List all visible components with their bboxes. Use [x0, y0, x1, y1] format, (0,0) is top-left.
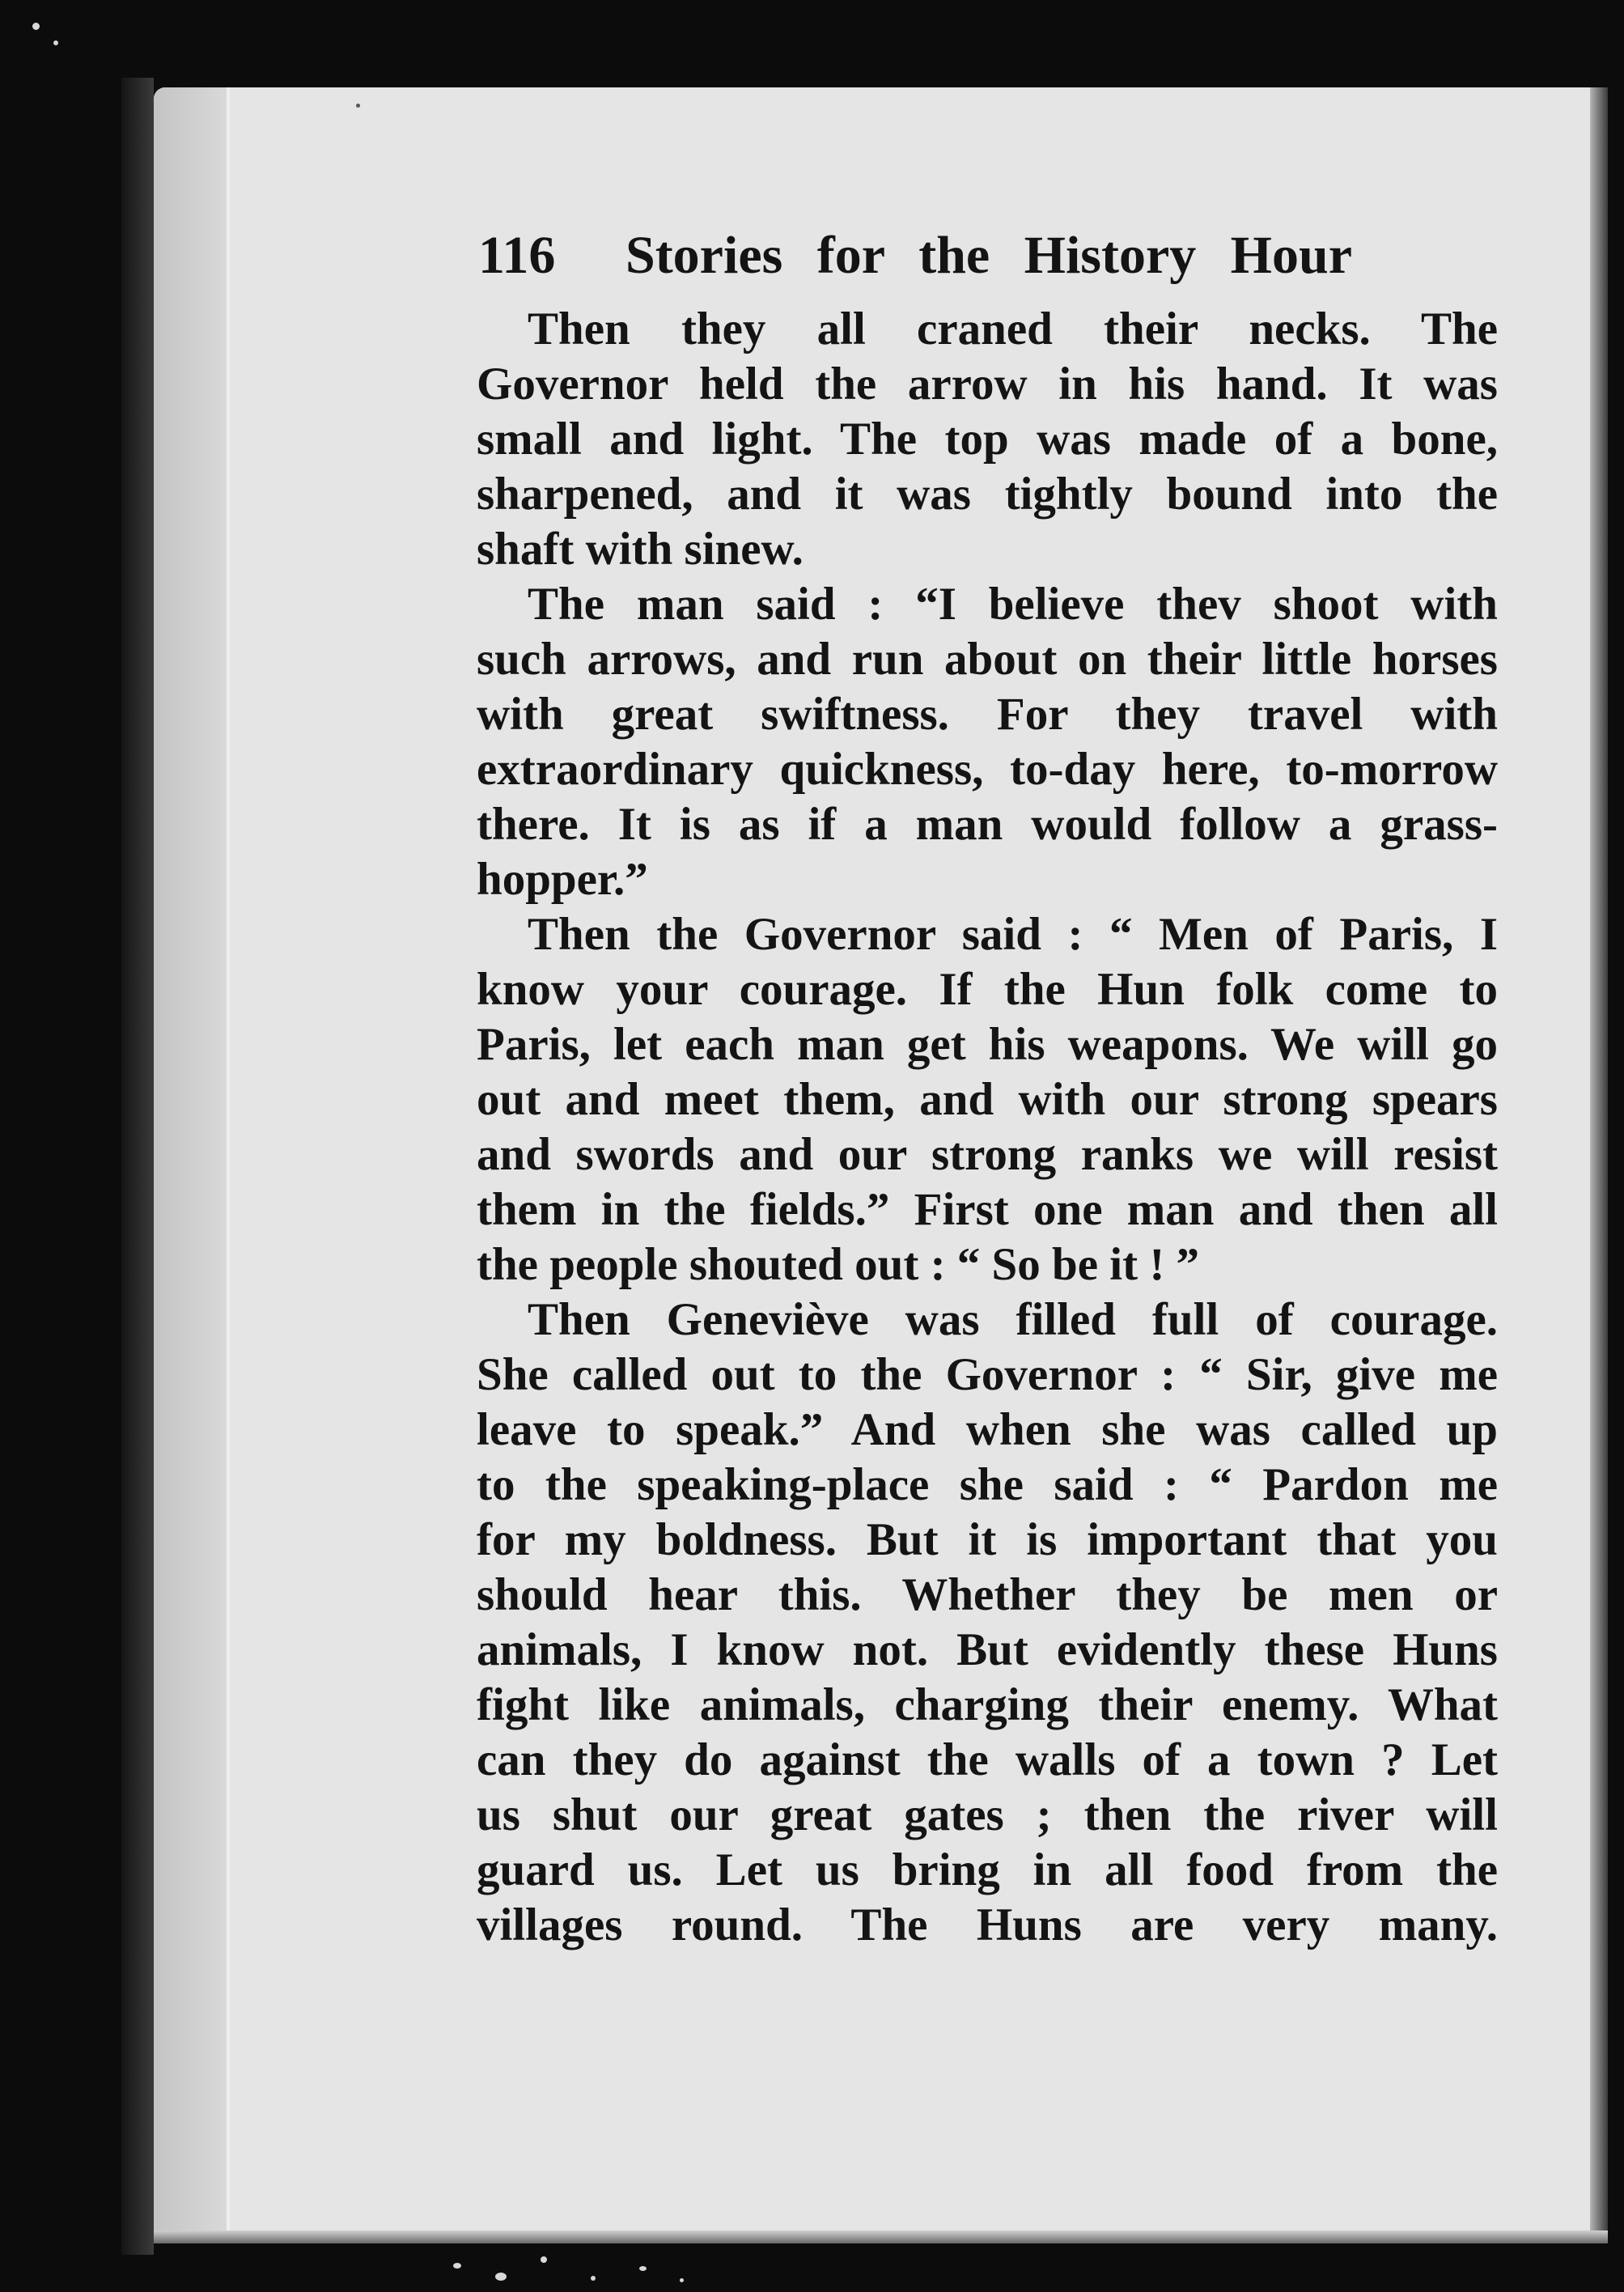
text-line: Then they all craned their necks. The	[528, 303, 1498, 354]
running-title: Stories for the History Hour	[625, 226, 1352, 285]
text-line: the people shouted out : “ So be it ! ”	[477, 1239, 1200, 1290]
text-line: Then the Governor said : “ Men of Paris, I	[528, 909, 1498, 960]
scan-speck	[541, 2256, 547, 2263]
text-line: with great swiftness. For they travel with	[477, 689, 1498, 740]
paragraph	[477, 302, 1498, 577]
text-line: sharpened, and it was tightly bound into the	[477, 469, 1498, 520]
text-line: Paris, let each man get his weapons. We will go	[477, 1019, 1498, 1070]
text-line: them in the fields.” First one man and then all	[477, 1184, 1498, 1235]
scan-speck	[453, 2263, 461, 2269]
scan-speck	[356, 104, 360, 108]
text-line: leave to speak.” And when she was called up	[477, 1404, 1498, 1455]
scan-speck	[32, 23, 40, 30]
scan-speck	[639, 2266, 647, 2271]
text-line: Then Geneviève was filled full of courage.	[528, 1294, 1498, 1345]
book-binding-edge	[121, 78, 154, 2255]
text-line: and swords and our strong ranks we will resist	[477, 1129, 1498, 1180]
text-line: such arrows, and run about on their little horses	[477, 634, 1498, 685]
text-line: fight like animals, charging their enemy. What	[477, 1679, 1498, 1730]
scan-speck	[495, 2273, 507, 2281]
text-line: animals, I know not. But evidently these Huns	[477, 1624, 1498, 1675]
text-line: know your courage. If the Hun folk come to	[477, 964, 1498, 1015]
text-line: extraordinary quickness, to-day here, to-morrow	[477, 744, 1498, 795]
text-line: small and light. The top was made of a bone,	[477, 414, 1498, 465]
paragraph	[477, 1292, 1498, 1953]
text-line: out and meet them, and with our strong spears	[477, 1074, 1498, 1125]
text-line: She called out to the Governor : “ Sir, give me	[477, 1349, 1498, 1400]
body-text	[477, 302, 1498, 1953]
page-number: 116	[478, 226, 556, 285]
text-line: Governor held the arrow in his hand. It was	[477, 359, 1498, 410]
page-right-edge	[1590, 87, 1608, 2243]
running-head	[478, 228, 1352, 283]
text-line: to the speaking-place she said : “ Pardon me	[477, 1459, 1498, 1510]
text-line: should hear this. Whether they be men or	[477, 1569, 1498, 1620]
text-line: villages round. The Huns are very many.	[477, 1899, 1498, 1950]
paragraph	[477, 907, 1498, 1292]
scan-speck	[591, 2276, 596, 2281]
text-line: hopper.”	[477, 854, 648, 905]
text-line: us shut our great gates ; then the river will	[477, 1789, 1498, 1840]
text-line: The man said : “I believe thev shoot with	[528, 579, 1498, 630]
paragraph	[477, 577, 1498, 907]
page-bottom-edge	[154, 2230, 1608, 2243]
scan-speck	[53, 40, 58, 45]
text-line: shaft with sinew.	[477, 524, 804, 575]
scan-speck	[680, 2278, 684, 2282]
page-gutter-shadow	[154, 87, 230, 2243]
text-line: guard us. Let us bring in all food from the	[477, 1844, 1498, 1895]
text-line: there. It is as if a man would follow a grass-	[477, 799, 1498, 850]
text-line: can they do against the walls of a town ? Let	[477, 1734, 1498, 1785]
text-line: for my boldness. But it is important that you	[477, 1514, 1498, 1565]
